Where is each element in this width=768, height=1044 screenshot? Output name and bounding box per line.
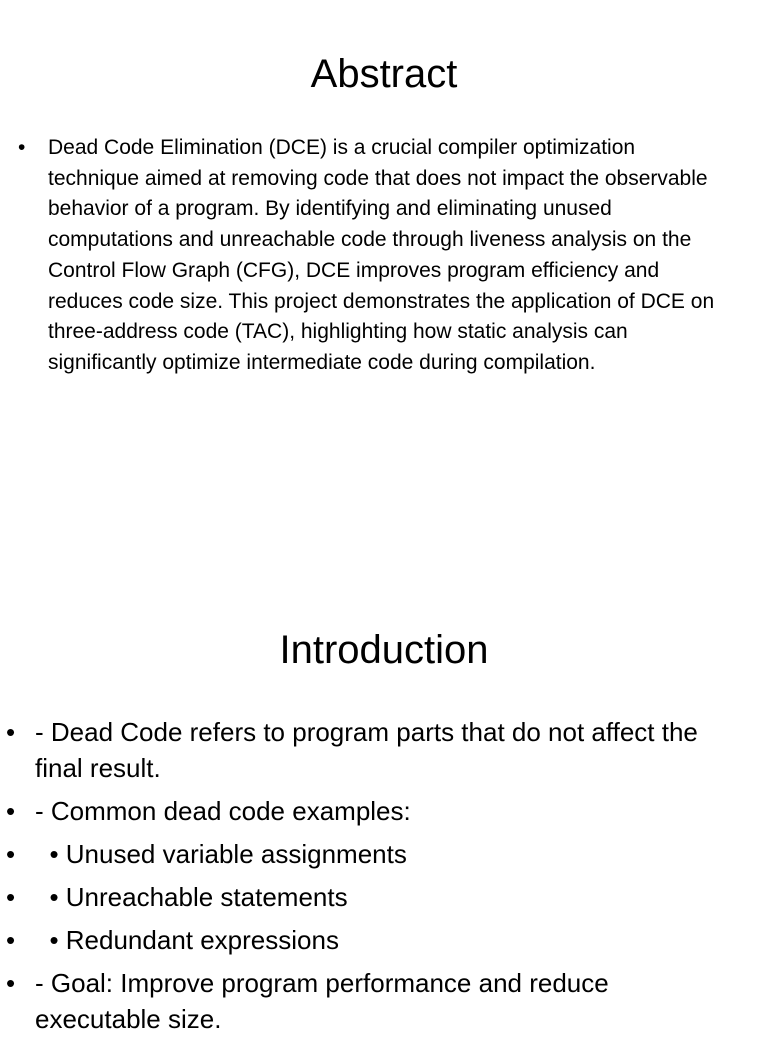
introduction-title: Introduction [279, 628, 489, 672]
introduction-bullet-text: - Common dead code examples: [35, 796, 411, 826]
bullet-dot-icon: • [6, 925, 16, 955]
introduction-bullet [6, 965, 746, 1037]
bullet-dot-icon: • [6, 839, 16, 869]
abstract-bullet [18, 133, 730, 379]
introduction-bullet [6, 836, 746, 872]
introduction-bullet-text: • Unused variable assignments [35, 839, 407, 869]
bullet-dot-icon: • [18, 136, 26, 159]
bullet-dot-icon: • [6, 796, 16, 826]
bullet-dot-icon: • [6, 717, 16, 747]
introduction-bullet [6, 922, 746, 958]
introduction-bullet [6, 714, 746, 786]
introduction-slide [0, 600, 768, 1034]
introduction-bullet-text: - Goal: Improve program performance and reduce executable size. [35, 968, 616, 1034]
introduction-bullet-text: - Dead Code refers to program parts that do not affect the final result. [35, 717, 706, 783]
bullet-dot-icon: • [6, 968, 16, 998]
introduction-bullet [6, 879, 746, 915]
abstract-bullet-list [18, 133, 730, 379]
introduction-bullet-text: • Unreachable statements [35, 882, 348, 912]
introduction-bullet [6, 793, 746, 829]
introduction-bullet-list [6, 714, 746, 1044]
abstract-title: Abstract [310, 52, 458, 96]
abstract-text: Dead Code Elimination (DCE) is a crucial compiler optimization technique aimed at removing code that does not impact the observable behavior of a program. By identifying and eliminating unused computations and unreachable code through liveness analysis on the Control Flow Graph (CFG), DCE improves program efficiency and reduces code size. This project demonstrates the application of DCE on three-address code (TAC), highlighting how static analysis can significantly optimize intermediate code during compilation. [48, 136, 715, 374]
bullet-dot-icon: • [6, 882, 16, 912]
introduction-bullet-text: • Redundant expressions [35, 925, 339, 955]
